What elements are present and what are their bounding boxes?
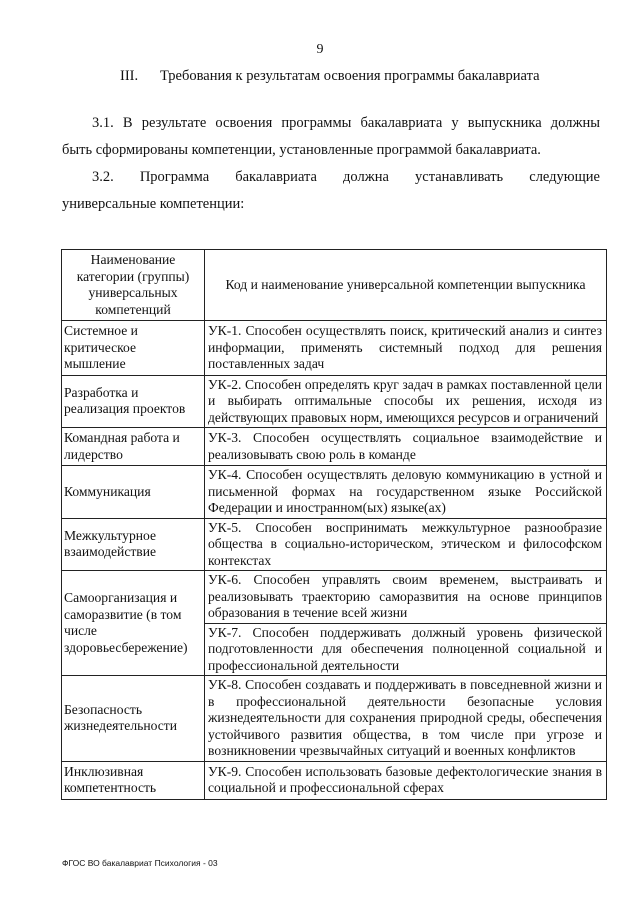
- category-cell: Инклюзивная компетентность: [62, 761, 205, 799]
- table-row: [62, 321, 607, 376]
- category-cell: Командная работа и лидерство: [62, 428, 205, 466]
- category-cell: Коммуникация: [62, 466, 205, 519]
- paragraph-line: 3.2. Программа бакалавриата должна устанавливать следующие: [92, 169, 600, 185]
- category-cell: Межкультурное взаимодействие: [62, 518, 205, 571]
- footer-doc-id: ФГОС ВО бакалавриат Психология - 03: [62, 858, 218, 868]
- table-row: [62, 428, 607, 466]
- competence-cell: УК-3. Способен осуществлять социальное взаимодействие и реализовывать свою роль в команде: [205, 428, 607, 466]
- competence-cell: УК-1. Способен осуществлять поиск, критический анализ и синтез информации, применять системный подход для решения поставленных задач: [205, 321, 607, 376]
- section-roman-numeral: III.: [120, 68, 139, 84]
- category-cell: Безопасность жизнедеятельности: [62, 676, 205, 762]
- paragraph-3-1: [62, 110, 600, 164]
- table-row: [62, 375, 607, 428]
- section-heading: [120, 68, 540, 85]
- paragraph-line: 3.1. В результате освоения программы бакалавриата у выпускника должны: [92, 115, 600, 131]
- table-row: [62, 518, 607, 571]
- category-cell: Самоорганизация и саморазвитие (в том числе здоровьесбережение): [62, 571, 205, 676]
- section-title: Требования к результатам освоения программы бакалавриата: [160, 68, 540, 84]
- table-row: [62, 676, 607, 762]
- competence-cell: УК-5. Способен воспринимать межкультурное разнообразие общества в социально-историческом, этическом и философском контекстах: [205, 518, 607, 571]
- paragraph-line: универсальные компетенции:: [62, 196, 245, 212]
- competence-cell: УК-2. Способен определять круг задач в рамках поставленной цели и выбирать оптимальные способы их решения, исходя из действующих правовых норм, имеющихся ресурсов и ограничений: [205, 375, 607, 428]
- page-number: 9: [316, 42, 324, 57]
- competence-cell: УК-4. Способен осуществлять деловую коммуникацию в устной и письменной формах на государственном языке Российской Федерации и иностранном(ых) языке(ах): [205, 466, 607, 519]
- table-row: [62, 466, 607, 519]
- competence-cell: УК-8. Способен создавать и поддерживать в повседневной жизни и в профессиональной деятельности безопасные условия жизнедеятельности для сохранения природной среды, обеспечения устойчивого развития общества, в том числе при угрозе и возникновении чрезвычайных ситуаций и военных конфликтов: [205, 676, 607, 762]
- table-header-row: [62, 250, 607, 321]
- header-category: Наименование категории (группы) универсальных компетенций: [62, 250, 205, 321]
- competence-cell: УК-7. Способен поддерживать должный уровень физической подготовленности для обеспечения полноценной социальной и профессиональной деятельности: [205, 623, 607, 676]
- table-row: [62, 571, 607, 624]
- paragraph-line: быть сформированы компетенции, установленные программой бакалавриата.: [62, 142, 541, 158]
- competence-cell: УК-6. Способен управлять своим временем, выстраивать и реализовывать траекторию саморазвития на основе принципов образования в течение всей жизни: [205, 571, 607, 624]
- paragraph-3-2: [62, 164, 600, 218]
- competence-cell: УК-9. Способен использовать базовые дефектологические знания в социальной и профессиональной сферах: [205, 761, 607, 799]
- competences-table: [61, 249, 607, 800]
- table-row: [62, 761, 607, 799]
- category-cell: Разработка и реализация проектов: [62, 375, 205, 428]
- category-cell: Системное и критическое мышление: [62, 321, 205, 376]
- header-competence: Код и наименование универсальной компетенции выпускника: [205, 250, 607, 321]
